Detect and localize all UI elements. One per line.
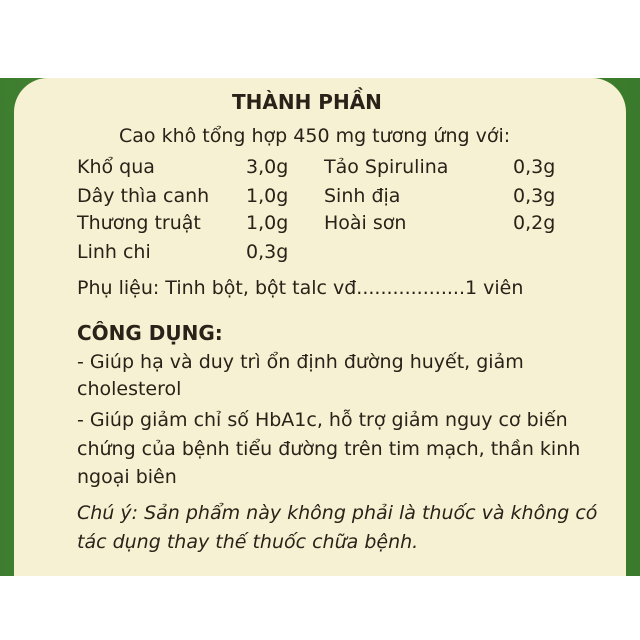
uses-line: chứng của bệnh tiểu đường trên tim mạch, thần kinh <box>77 438 581 460</box>
ingredient-name: Hoài sơn <box>324 212 407 234</box>
note-line: Chú ý: Sản phẩm này không phải là thuốc và không có <box>77 502 598 524</box>
ingredient-amount: 0,3g <box>246 241 289 263</box>
ingredient-name: Tảo Spirulina <box>324 156 449 178</box>
ingredient-amount: 0,3g <box>513 185 556 207</box>
uses-line: ngoại biên <box>77 466 177 488</box>
ingredients-intro: Cao khô tổng hợp 450 mg tương ứng với: <box>119 125 511 147</box>
uses-line: - Giúp hạ và duy trì ổn định đường huyết, giảm <box>77 351 524 373</box>
uses-heading: CÔNG DỤNG: <box>77 321 223 345</box>
ingredient-amount: 3,0g <box>246 156 289 178</box>
uses-line: - Giúp giảm chỉ số HbA1c, hỗ trợ giảm nguy cơ biến <box>77 409 568 431</box>
ingredient-amount: 1,0g <box>246 212 289 234</box>
ingredients-heading: THÀNH PHẦN <box>232 90 382 114</box>
ingredient-name: Dây thìa canh <box>77 185 210 207</box>
ingredient-name: Sinh địa <box>324 185 401 207</box>
uses-line: cholesterol <box>77 378 182 400</box>
ingredient-amount: 0,2g <box>513 212 556 234</box>
excipient-line: Phụ liệu: Tinh bột, bột talc vđ..................1 viên <box>77 277 524 299</box>
note-line: tác dụng thay thế thuốc chữa bệnh. <box>77 531 419 553</box>
ingredient-amount: 0,3g <box>513 156 556 178</box>
ingredient-amount: 1,0g <box>246 185 289 207</box>
ingredient-name: Thương truật <box>77 212 201 234</box>
ingredient-name: Linh chi <box>77 241 151 263</box>
ingredient-name: Khổ qua <box>77 156 155 178</box>
